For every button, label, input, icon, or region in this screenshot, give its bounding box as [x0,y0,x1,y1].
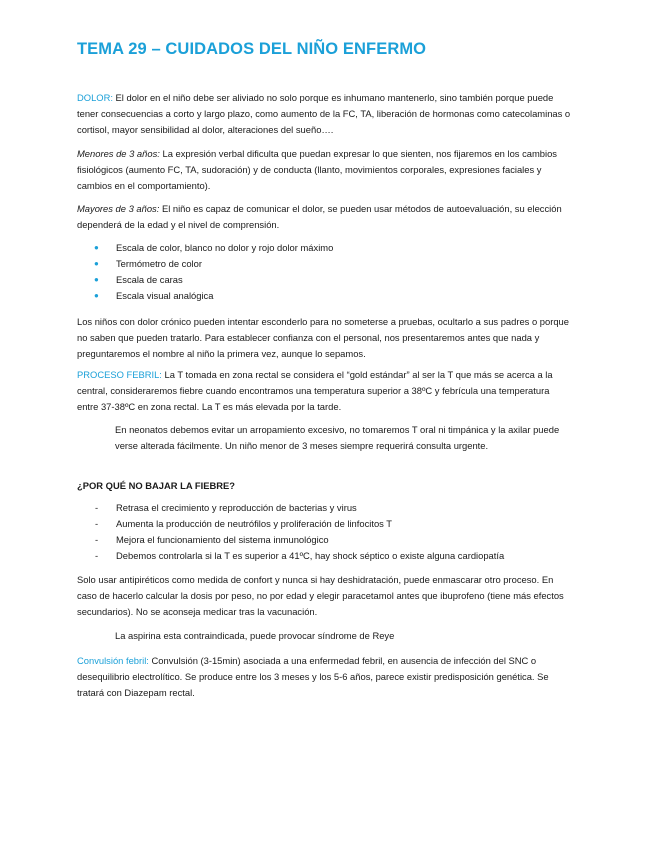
list-item: - Debemos controlarla si la T es superior a 41ºC, hay shock séptico o existe alguna cardiopatía [92,548,572,564]
list-item: - Aumenta la producción de neutrófilos y proliferación de linfocitos T [92,516,572,532]
paragraph-febril [77,367,572,415]
reasons-list [92,500,572,564]
paragraph-aspirina: La aspirina esta contraindicada, puede provocar síndrome de Reye [115,630,395,641]
list-item: ● Termómetro de color [92,256,572,272]
text-menores: La expresión verbal dificulta que puedan expresar lo que sienten, nos fijaremos en los cambios fisiológicos (aumento FC, TA, sudoración) y de conducta (llanto, movimientos corporales, expresiones faciales y cambios en el comportamiento). [77,148,557,191]
heading-porque: ¿POR QUÉ NO BAJAR LA FIEBRE? [77,480,235,491]
paragraph-menores [77,146,572,194]
text-febril: La T tomada en zona rectal se considera el “gold estándar” al ser la T que más se acerca a la central, consideraremos fiebre cuando encontramos una temperatura superior a 38ºC y febrícula una temperatura entre 37-38ºC en zona rectal. La T es más elevada por la tarde. [77,369,553,412]
paragraph-dolor [77,90,572,138]
paragraph-convulsion [77,653,572,701]
paragraph-neonatos: En neonatos debemos evitar un arropamiento excesivo, no tomaremos T oral ni timpánica y la axilar puede verse alterada fácilmente. Un niño menor de 3 meses siempre requerirá consulta urgente. [115,424,560,451]
text-mayores: El niño es capaz de comunicar el dolor, se pueden usar métodos de autoevaluación, su elección dependerá de la edad y el nivel de comprensión. [77,203,562,230]
list-item: ● Escala de caras [92,272,572,288]
text-convulsion: Convulsión (3-15min) asociada a una enfermedad febril, en ausencia de infección del SNC o desequilibrio electrolítico. Se produce entre los 3 meses y los 5-6 años, parece existir predisposición genética. Se tratará con Diazepam rectal. [77,655,549,698]
list-item: ● Escala visual analógica [92,288,572,304]
label-dolor: DOLOR: [77,92,113,103]
paragraph-mayores [77,201,572,233]
paragraph-antipireticos: Solo usar antipiréticos como medida de confort y nunca si hay deshidratación, puede enmascarar otro proceso. En caso de hacerlo calcular la dosis por peso, no por edad y elegir paracetamol antes que ibuprofeno (tiene más efectos secundarios). No se aconseja medicar tras la vacunación. [77,574,564,617]
label-febril: PROCESO FEBRIL: [77,369,162,380]
page-title: TEMA 29 – CUIDADOS DEL NIÑO ENFERMO [77,40,427,58]
pain-scale-list [92,240,572,304]
label-menores: Menores de 3 años: [77,148,160,159]
list-item: - Mejora el funcionamiento del sistema inmunológico [92,532,572,548]
label-convulsion: Convulsión febril: [77,655,149,666]
label-mayores: Mayores de 3 años: [77,203,160,214]
text-dolor: El dolor en el niño debe ser aliviado no solo porque es inhumano mantenerlo, sino también porque puede tener consecuencias a corto y largo plazo, como aumento de la FC, TA, liberación de hormonas como catecolaminas o cortisol, mayor sensibilidad al dolor, alteraciones del sueño…. [77,92,571,135]
paragraph-cronico: Los niños con dolor crónico pueden intentar esconderlo para no someterse a pruebas, ocultarlo a sus padres o porque no saben que pueden tratarlo. Para establecer confianza con el personal, nos presentaremos antes que nada y preguntaremos el nombre al niño la primera vez, aunque lo sepamos. [77,316,569,359]
list-item: - Retrasa el crecimiento y reproducción de bacterias y virus [92,500,572,516]
list-item: ● Escala de color, blanco no dolor y rojo dolor máximo [92,240,572,256]
